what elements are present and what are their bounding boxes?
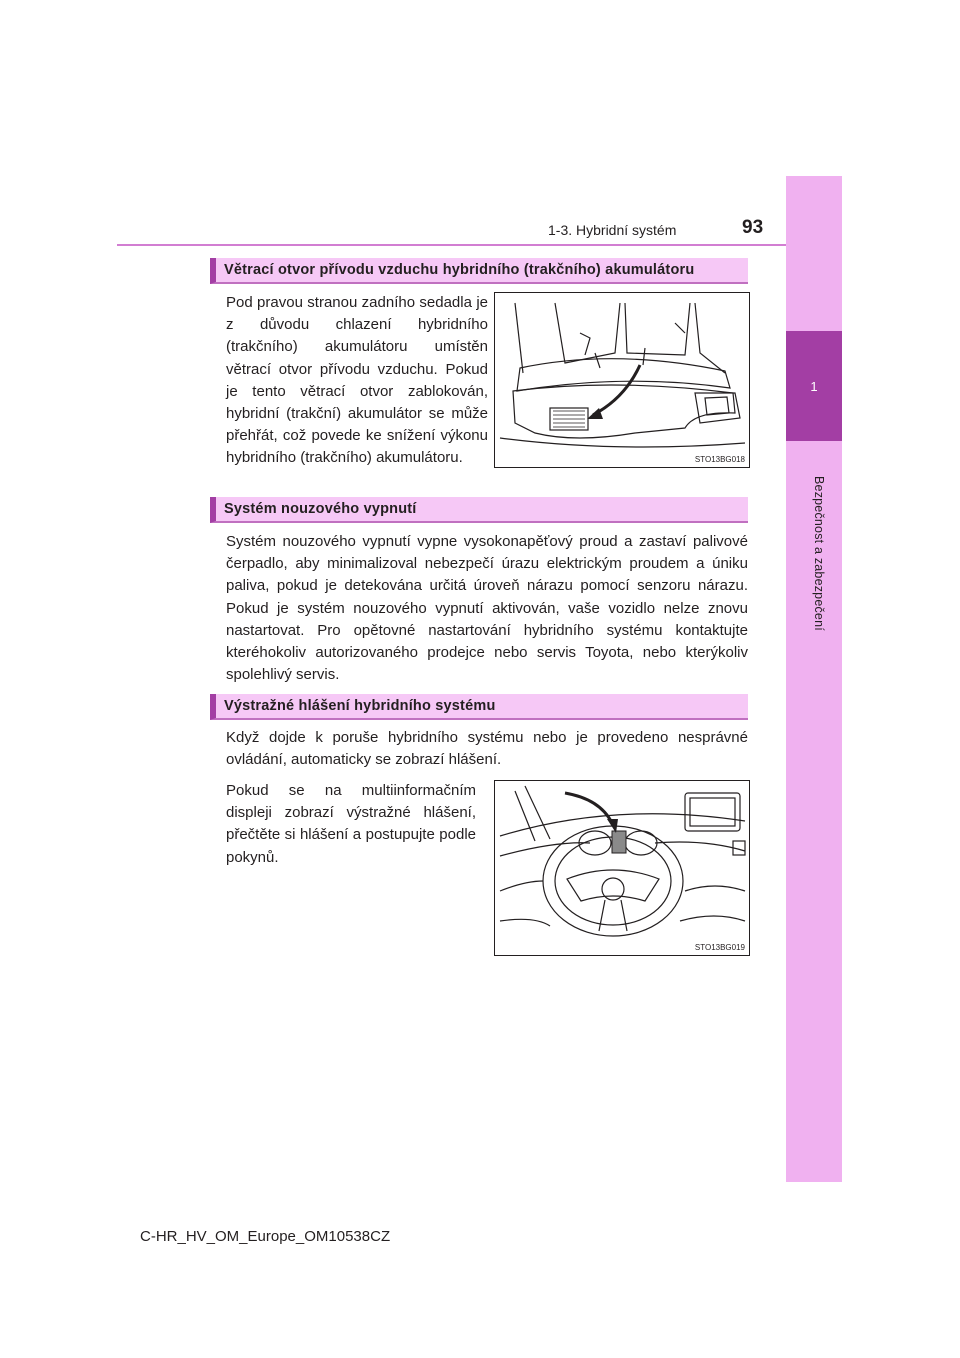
page-number: 93 bbox=[742, 217, 764, 238]
chapter-side-tab bbox=[786, 176, 842, 1182]
section-heading-warning-message bbox=[210, 694, 748, 720]
section-heading-battery-vent bbox=[210, 258, 748, 284]
warning-message-paragraph: Když dojde k poruše hybridního systému nebo je provedeno nesprávné ovládání, automaticky se zobrazí hlášení. bbox=[226, 729, 748, 769]
dashboard-drawing bbox=[495, 781, 749, 955]
rear-seat-drawing bbox=[495, 293, 749, 467]
chapter-number-tab bbox=[786, 331, 842, 441]
section-title: 1-3. Hybridní systém bbox=[548, 222, 677, 238]
document-code: C-HR_HV_OM_Europe_OM10538CZ bbox=[140, 1228, 391, 1245]
chapter-number: 1 bbox=[810, 378, 818, 394]
section-heading-text: Systém nouzového vypnutí bbox=[224, 501, 417, 517]
figure-code: STO13BG018 bbox=[694, 455, 745, 464]
figure-code: STO13BG019 bbox=[694, 943, 745, 952]
chapter-title: Bezpečnost a zabezpečení bbox=[812, 476, 826, 631]
battery-vent-paragraph: Pod pravou stranou zadního sedadla je z důvodu chlazení hybridního (trakčního) akumulátoru umístěn větrací otvor přívodu vzduchu. Pokud je tento větrací otvor zablokován, hybridní (trakční) akumulátor se může přehřát, což povede ke snížení výkonu hybridního (trakčního) akumulátoru. bbox=[226, 294, 488, 467]
section-heading-emergency-shutoff bbox=[210, 497, 748, 523]
section-heading-text: Větrací otvor přívodu vzduchu hybridního (trakčního) akumulátoru bbox=[224, 262, 695, 278]
dashboard-illustration bbox=[494, 780, 750, 956]
header-divider bbox=[117, 244, 786, 246]
warning-instructions-paragraph: Pokud se na multiinformačním displeji zobrazí výstražné hlášení, přečtěte si hlášení a postupujte podle pokynů. bbox=[226, 782, 476, 866]
emergency-shutoff-paragraph: Systém nouzového vypnutí vypne vysokonapěťový proud a zastaví palivové čerpadlo, aby minimalizoval nebezpečí úrazu elektrickým proudem a úniku paliva, pokud je detekována určitá úroveň nárazu pomocí senzoru nárazu. Pokud je systém nouzového vypnutí aktivován, vaše vozidlo nelze znovu nastartovat. Pro opětovné nastartování hybridního systému kontaktujte kteréhokoliv autorizovaného prodejce nebo servis Toyota, nebo kterýkoliv spolehlivý servis. bbox=[226, 533, 748, 684]
section-heading-text: Výstražné hlášení hybridního systému bbox=[224, 698, 496, 714]
rear-seat-vent-illustration bbox=[494, 292, 750, 468]
